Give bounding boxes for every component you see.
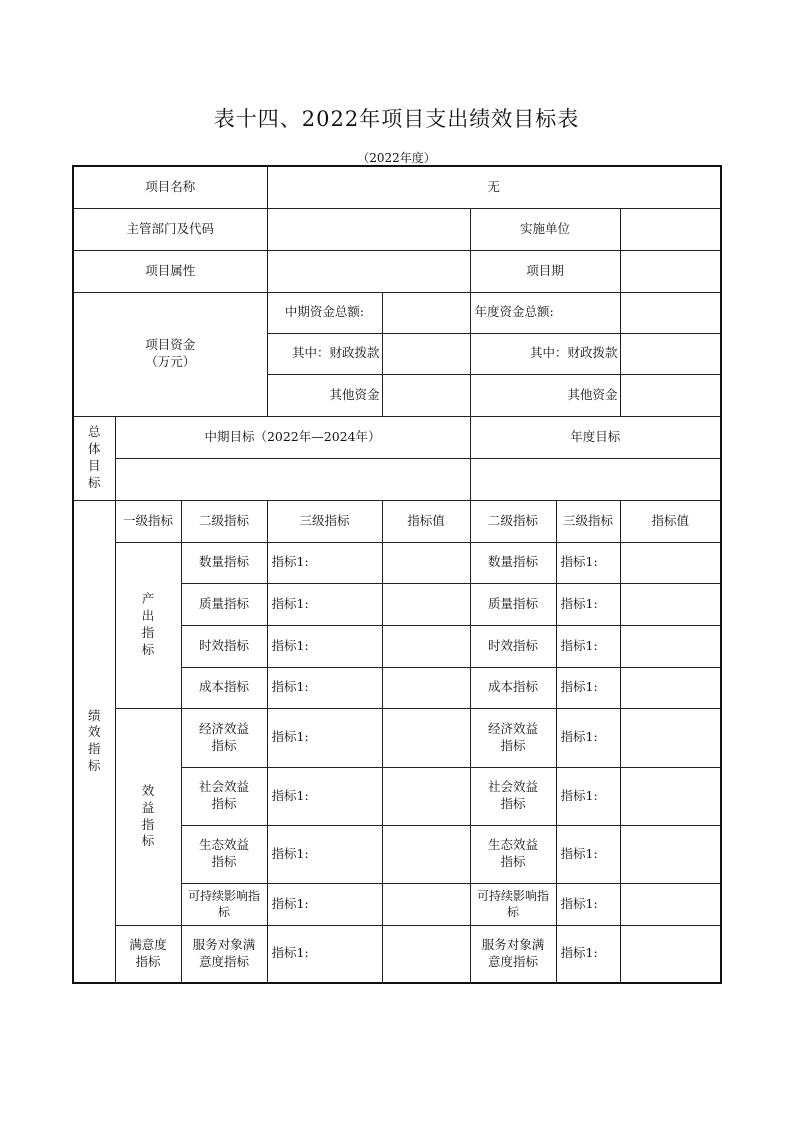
- funds-label: 项目资金: [145, 337, 196, 353]
- fiscal-year-label: 其中：财政拨款: [470, 333, 620, 374]
- indicator-value: [620, 708, 721, 767]
- project-name-value: 无: [267, 166, 721, 208]
- indicator-placeholder: 指标1:: [556, 583, 620, 625]
- year-goal-label: 年度目标: [470, 416, 721, 458]
- indicator-placeholder: 指标1:: [267, 542, 382, 583]
- attr-label: 项目属性: [73, 250, 267, 292]
- perf-indicator-label: 绩效指标: [73, 500, 115, 983]
- year-goal-value: [470, 458, 721, 500]
- indicator-value: [382, 767, 470, 825]
- indicator-placeholder: 指标1:: [556, 542, 620, 583]
- year-total-value: [620, 292, 721, 333]
- indicator-placeholder: 指标1:: [556, 925, 620, 983]
- benefit-item-mid: 经济效益指标: [181, 708, 267, 767]
- indicator-value: [382, 708, 470, 767]
- indicator-value: [382, 625, 470, 667]
- indicator-value: [382, 925, 470, 983]
- indicator-value: [620, 583, 721, 625]
- satisfaction-item-year: 服务对象满意度指标: [470, 925, 556, 983]
- benefit-item-mid: 可持续影响指标: [181, 883, 267, 925]
- dept-label: 主管部门及代码: [73, 208, 267, 250]
- indicator-value: [620, 767, 721, 825]
- header-level2-year: 二级指标: [470, 500, 556, 542]
- funds-unit: （万元）: [145, 354, 196, 369]
- funds-label-cell: [73, 292, 267, 416]
- indicator-placeholder: 指标1:: [267, 583, 382, 625]
- output-item-mid: 数量指标: [181, 542, 267, 583]
- period-label: 项目期: [470, 250, 620, 292]
- satisfaction-indicator-label: 满意度指标: [115, 925, 181, 983]
- indicator-value: [382, 825, 470, 883]
- attr-value: [267, 250, 470, 292]
- benefit-item-year: 可持续影响指标: [470, 883, 556, 925]
- benefit-item-year: 经济效益指标: [470, 708, 556, 767]
- fiscal-mid-label: 其中：财政拨款: [267, 333, 382, 374]
- page-title: 表十四、2022年项目支出绩效目标表: [213, 107, 580, 131]
- indicator-placeholder: 指标1:: [556, 667, 620, 708]
- period-value: [620, 250, 721, 292]
- header-value-year: 指标值: [620, 500, 721, 542]
- benefit-item-year: 社会效益指标: [470, 767, 556, 825]
- indicator-value: [382, 667, 470, 708]
- indicator-placeholder: 指标1:: [267, 708, 382, 767]
- performance-target-table: [72, 165, 722, 984]
- indicator-placeholder: 指标1:: [556, 767, 620, 825]
- output-item-mid: 成本指标: [181, 667, 267, 708]
- impl-unit-value: [620, 208, 721, 250]
- output-item-year: 成本指标: [470, 667, 556, 708]
- output-item-year: 时效指标: [470, 625, 556, 667]
- fiscal-mid-value: [382, 333, 470, 374]
- other-year-value: [620, 374, 721, 416]
- other-mid-value: [382, 374, 470, 416]
- output-indicator-label: 产出指标: [115, 542, 181, 708]
- overall-goal-label: 总体目标: [73, 416, 115, 500]
- output-item-mid: 时效指标: [181, 625, 267, 667]
- dept-value: [267, 208, 470, 250]
- header-level1: 一级指标: [115, 500, 181, 542]
- impl-unit-label: 实施单位: [470, 208, 620, 250]
- indicator-value: [620, 925, 721, 983]
- indicator-placeholder: 指标1:: [556, 825, 620, 883]
- year-total-label: 年度资金总额:: [470, 292, 620, 333]
- indicator-placeholder: 指标1:: [267, 883, 382, 925]
- benefit-item-mid: 社会效益指标: [181, 767, 267, 825]
- header-level2-mid: 二级指标: [181, 500, 267, 542]
- benefit-indicator-label: 效益指标: [115, 708, 181, 925]
- indicator-value: [382, 883, 470, 925]
- indicator-value: [382, 542, 470, 583]
- indicator-placeholder: 指标1:: [267, 667, 382, 708]
- header-level3-mid: 三级指标: [267, 500, 382, 542]
- mid-total-value: [382, 292, 470, 333]
- benefit-item-mid: 生态效益指标: [181, 825, 267, 883]
- other-year-label: 其他资金: [470, 374, 620, 416]
- mid-total-label: 中期资金总额:: [267, 292, 382, 333]
- header-value-mid: 指标值: [382, 500, 470, 542]
- mid-goal-label: 中期目标（2022年—2024年）: [115, 416, 470, 458]
- fiscal-year-subtitle: （2022年度）: [357, 151, 436, 165]
- satisfaction-item-mid: 服务对象满意度指标: [181, 925, 267, 983]
- indicator-placeholder: 指标1:: [267, 625, 382, 667]
- indicator-value: [620, 542, 721, 583]
- indicator-value: [382, 583, 470, 625]
- benefit-item-year: 生态效益指标: [470, 825, 556, 883]
- indicator-placeholder: 指标1:: [267, 925, 382, 983]
- indicator-placeholder: 指标1:: [556, 883, 620, 925]
- other-mid-label: 其他资金: [267, 374, 382, 416]
- indicator-placeholder: 指标1:: [556, 708, 620, 767]
- indicator-value: [620, 825, 721, 883]
- fiscal-year-value: [620, 333, 721, 374]
- output-item-year: 质量指标: [470, 583, 556, 625]
- indicator-value: [620, 625, 721, 667]
- indicator-placeholder: 指标1:: [556, 625, 620, 667]
- mid-goal-value: [115, 458, 470, 500]
- project-name-label: 项目名称: [73, 166, 267, 208]
- indicator-placeholder: 指标1:: [267, 767, 382, 825]
- output-item-mid: 质量指标: [181, 583, 267, 625]
- indicator-placeholder: 指标1:: [267, 825, 382, 883]
- indicator-value: [620, 883, 721, 925]
- output-item-year: 数量指标: [470, 542, 556, 583]
- header-level3-year: 三级指标: [556, 500, 620, 542]
- indicator-value: [620, 667, 721, 708]
